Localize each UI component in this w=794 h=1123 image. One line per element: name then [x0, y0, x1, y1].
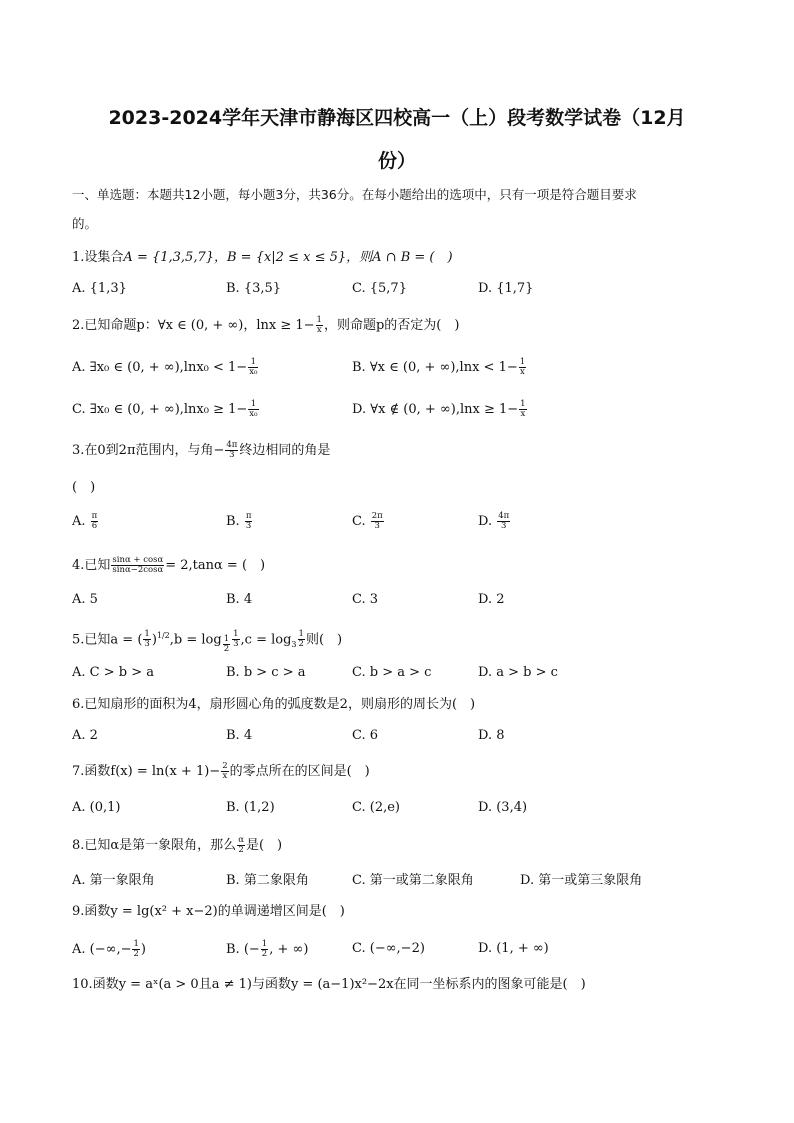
q8-option-d[interactable]: D. 第一或第三象限角 [520, 873, 643, 888]
q5-option-b[interactable]: B. b > c > a [226, 665, 306, 680]
q3-option-a[interactable]: A. $\frac{\pi}{6}$ [72, 511, 98, 531]
q2-option-c[interactable]: C. ∃x₀ ∈ (0, + ∞),lnx₀ ≥ 1− $\frac{1}{\text{x₀}}$ [72, 399, 258, 419]
exam-title-line1: 2023-2024学年天津市静海区四校高一（上）段考数学试卷（12月 [108, 107, 686, 129]
q6-option-a[interactable]: A. 2 [72, 728, 98, 743]
q1-option-c[interactable]: C. {5,7} [352, 281, 407, 296]
q1-option-a[interactable]: A. {1,3} [72, 281, 127, 296]
question-4: 4.已知 $\frac{\sin\alpha + \cos\alpha}{\sin\alpha-2\cos\alpha}$ = 2,tanα = ( ) [72, 555, 266, 575]
q7-option-a[interactable]: A. (0,1) [72, 800, 121, 815]
q9-option-c[interactable]: C. (−∞,−2) [352, 941, 425, 956]
q6-option-d[interactable]: D. 8 [478, 728, 505, 743]
q4-option-c[interactable]: C. 3 [352, 592, 379, 607]
q4-option-a[interactable]: A. 5 [72, 592, 98, 607]
q3-option-b[interactable]: B. $\frac{\pi}{3}$ [226, 511, 252, 531]
q4-option-d[interactable]: D. 2 [478, 592, 505, 607]
q8-fraction: $\frac{\alpha}{2}$ [238, 835, 244, 855]
question-8: 8.已知α是第一象限角，那么 $\frac{\alpha}{2}$ 是( ) [72, 835, 283, 855]
q3-option-d[interactable]: D. $\frac{4\pi}{3}$ [478, 511, 510, 531]
question-1: 1.设集合A = {1,3,5,7}，B = {x|2 ≤ x ≤ 5}，则A ∩ B = ( ) [72, 250, 453, 265]
q7-fraction: $\frac{2}{x}$ [222, 761, 228, 781]
question-7: 7.函数f(x) = ln(x + 1)− $\frac{2}{x}$ 的零点所在的区间是( ) [72, 761, 370, 781]
exam-title-line2: 份） [377, 150, 416, 172]
q4-option-b[interactable]: B. 4 [226, 592, 253, 607]
q1-option-b[interactable]: B. {3,5} [226, 281, 282, 296]
question-3: 3.在0到2π范围内，与角− $\frac{4\pi}{3}$ 终边相同的角是 [72, 440, 331, 460]
q2-option-d[interactable]: D. ∀x ∉ (0, + ∞),lnx ≥ 1− $\frac{1}{x}$ [352, 399, 526, 419]
q8-option-c[interactable]: C. 第一或第二象限角 [352, 873, 474, 888]
q8-option-a[interactable]: A. 第一象限角 [72, 873, 155, 888]
q8-option-b[interactable]: B. 第二象限角 [226, 873, 309, 888]
q3-answer-paren: ( ) [72, 480, 96, 495]
q9-option-a[interactable]: A. (−∞,− $\frac{1}{2}$ ) [72, 939, 146, 959]
section-instructions-line2: 的。 [72, 216, 98, 231]
question-10: 10.函数y = aˣ(a > 0且a ≠ 1)与函数y = (a−1)x²−2x在同一坐标系内的图象可能是( ) [72, 977, 586, 992]
q3-fraction: $\frac{4\pi}{3}$ [226, 440, 238, 460]
q5-option-c[interactable]: C. b > a > c [352, 665, 432, 680]
q4-fraction: $\frac{\sin\alpha + \cos\alpha}{\sin\alpha-2\cos\alpha}$ [112, 555, 164, 575]
question-6: 6.已知扇形的面积为4，扇形圆心角的弧度数是2，则扇形的周长为( ) [72, 697, 476, 712]
question-9: 9.函数y = lg(x² + x−2)的单调递增区间是( ) [72, 904, 345, 919]
q3-option-c[interactable]: C. $\frac{2\pi}{3}$ [352, 511, 383, 531]
q5-option-d[interactable]: D. a > b > c [478, 665, 558, 680]
q1-option-d[interactable]: D. {1,7} [478, 281, 534, 296]
q2-option-b[interactable]: B. ∀x ∈ (0, + ∞),lnx < 1− $\frac{1}{x}$ [352, 357, 526, 377]
q7-option-d[interactable]: D. (3,4) [478, 800, 528, 815]
question-2: 2.已知命题p：∀x ∈ (0, + ∞)，lnx ≥ 1− $\frac{1}{x}$ ，则命题p的否定为( ) [72, 315, 460, 335]
q2-option-a[interactable]: A. ∃x₀ ∈ (0, + ∞),lnx₀ < 1− $\frac{1}{\text{x₀}}$ [72, 357, 258, 377]
question-5: 5.已知a = ( $\frac{1}{3}$ )$^{1/2}$,b = log $_{\frac{1}{2}}$ $\frac{1}{3}$ $,c = \log_3$ $\frac{1}{2}$ 则( ) [72, 629, 343, 655]
q5-option-a[interactable]: A. C > b > a [72, 665, 154, 680]
q6-option-b[interactable]: B. 4 [226, 728, 253, 743]
q9-option-d[interactable]: D. (1, + ∞) [478, 941, 549, 956]
q6-option-c[interactable]: C. 6 [352, 728, 379, 743]
q7-option-b[interactable]: B. (1,2) [226, 800, 275, 815]
q9-option-b[interactable]: B. (− $\frac{1}{2}$ , + ∞) [226, 939, 309, 959]
q7-option-c[interactable]: C. (2,e) [352, 800, 400, 815]
section-instructions-line1: 一、单选题：本题共12小题，每小题3分，共36分。在每小题给出的选项中，只有一项是符合题目要求 [72, 187, 637, 202]
q2-fraction: $\frac{1}{x}$ [316, 315, 322, 335]
